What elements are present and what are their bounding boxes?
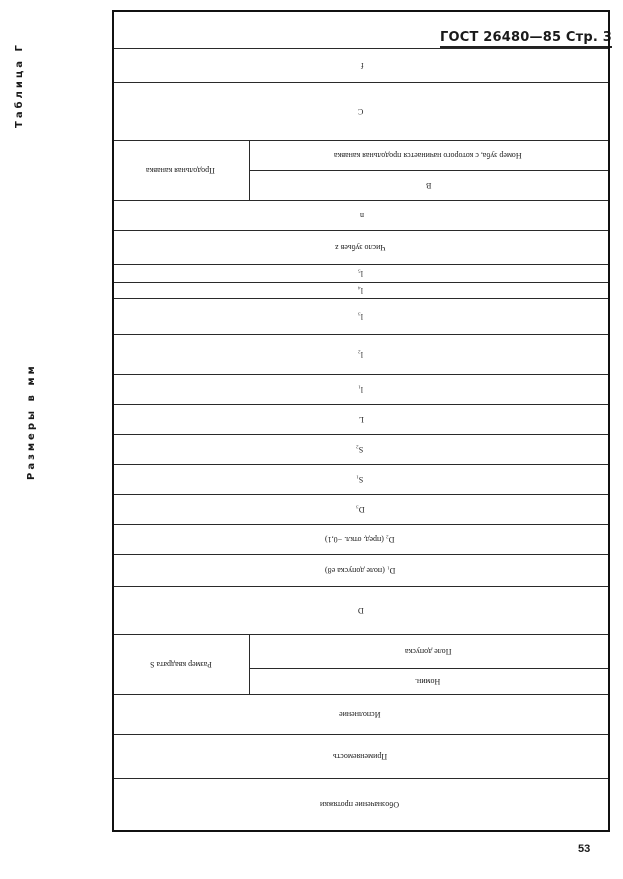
rotated-table-container [112,62,610,832]
col-d1: D₁ (поле допуска e8) [113,555,609,587]
col-l1: l₁ [113,375,609,405]
units-label: Размеры в мм [26,363,37,480]
col-tooth-no: Номер зуба, с которого начинается продольная канавка [249,141,609,171]
col-designation: Обозначение протяжки [113,779,609,831]
col-d: D [113,587,609,635]
col-l3: l₃ [113,299,609,335]
col-nominal: Номин. [249,669,609,695]
dimensions-table [112,10,610,832]
col-applicability: Применяемость [113,735,609,779]
col-l5: l₅ [113,265,609,283]
col-d3: D₃ [113,495,609,525]
col-l: L [113,405,609,435]
col-n: n [113,201,609,231]
table-label: Таблица Г [14,42,25,128]
col-l2: l₂ [113,335,609,375]
col-d2: D₂ (пред. откл. −0,1) [113,525,609,555]
col-b: B [249,171,609,201]
col-f: f [113,49,609,83]
col-s2: S₂ [113,435,609,465]
col-c: C [113,83,609,141]
page-header: ГОСТ 26480—85 Стр. 3 [440,30,612,48]
col-tolerance-field: Поле допуска [249,635,609,669]
col-z: Число зубьев z [113,231,609,265]
col-square-size: Размер квадрата S [113,635,249,695]
page-number: 53 [578,843,591,855]
col-groove: Продольная канавка [113,141,249,201]
col-l4: l₄ [113,283,609,299]
col-version: Исполнение [113,695,609,735]
col-s1: S₁ [113,465,609,495]
header-row [113,11,249,831]
